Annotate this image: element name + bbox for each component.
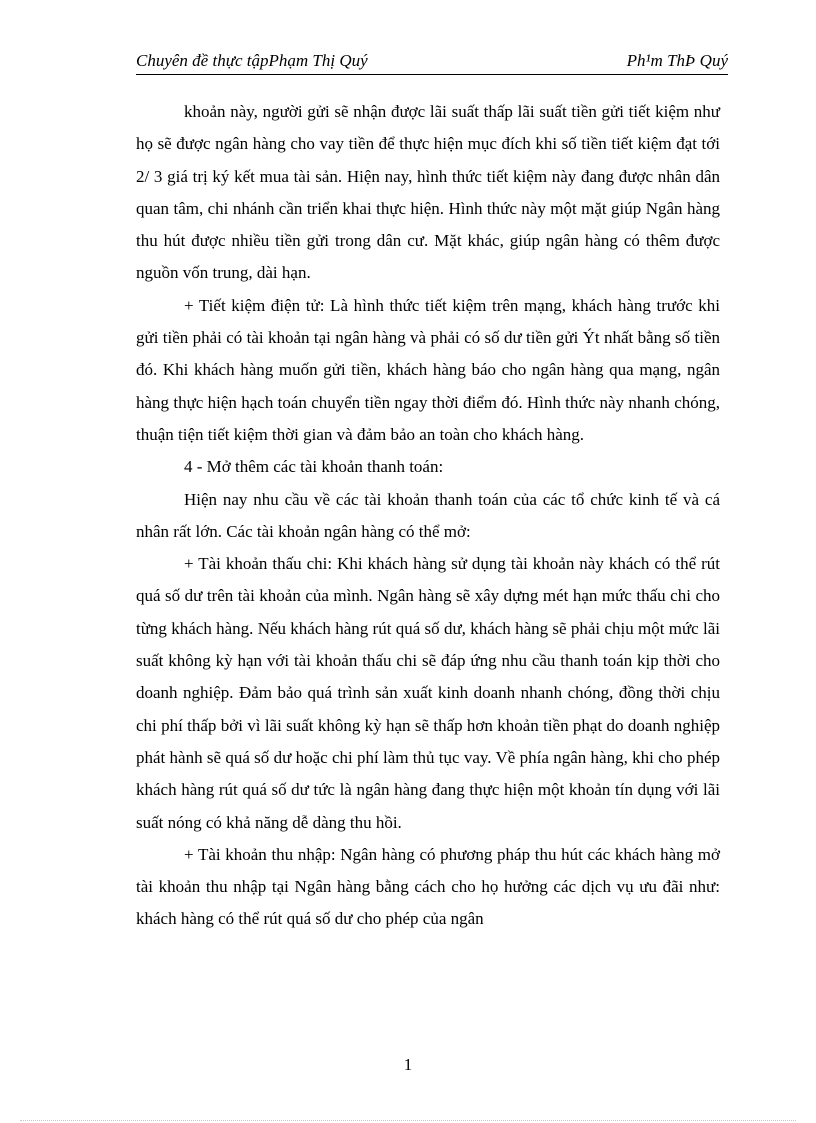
page-bottom-dotted-border: [20, 1120, 796, 1121]
paragraph-electronic-savings: + Tiết kiệm điện tử: Là hình thức tiết kiệm trên mạng, khách hàng trước khi gửi tiền phải có tài khoản tại ngân hàng và phải có số dư tiền gửi Ýt nhất bằng số tiền đó. Khi khách hàng muốn gửi tiền, khách hàng báo cho ngân hàng qua mạng, ngân hàng thực hiện hạch toán chuyển tiền ngay thời điểm đó. Hình thức này nhanh chóng, thuận tiện tiết kiệm thời gian và đảm bảo an toàn cho khách hàng.: [136, 295, 720, 444]
header-title-left: Chuyên đề thực tậpPhạm Thị Quý: [136, 51, 368, 70]
paragraph-income-account: + Tài khoản thu nhập: Ngân hàng có phương pháp thu hút các khách hàng mở tài khoản thu nhập tại Ngân hàng bằng cách cho họ hưởng các dịch vụ ưu đãi như: khách hàng có thể rút quá số dư cho phép của ngân: [136, 844, 720, 929]
page-number: 1: [403, 1055, 413, 1074]
paragraph-payment-accounts-intro: Hiện nay nhu cầu về các tài khoản thanh toán của các tổ chức kinh tế và cá nhân rất lớn. Các tài khoản ngân hàng có thể mở:: [136, 489, 720, 541]
body-text: [136, 96, 720, 936]
paragraph-overdraft-account: + Tài khoản thấu chi: Khi khách hàng sử dụng tài khoản này khách có thể rút quá số dư trên tài khoản của mình. Ngân hàng sẽ xây dựng mét hạn mức thấu chi cho từng khách hàng. Nếu khách hàng rút quá số dư, khách hàng sẽ phải chịu một mức lãi suất không kỳ hạn với tài khoản thấu chi sẽ đáp ứng nhu cầu thanh toán kịp thời cho doanh nghiệp. Đảm bảo quá trình sản xuất kinh doanh nhanh chóng, đồng thời chịu chi phí thấp bởi vì lãi suất không kỳ hạn sẽ thấp hơn khoản tiền phạt do doanh nghiệp phát hành sẽ quá số dư hoặc chi phí làm thủ tục vay. Về phía ngân hàng, khi cho phép khách hàng rút quá số dư tức là ngân hàng đang thực hiện một khoản tín dụng với lãi suất nóng có khả năng dễ dàng thu hồi.: [136, 554, 720, 832]
header-author-right: Ph¹m ThÞ Quý: [626, 51, 728, 70]
section-heading-payment-accounts: 4 - Mở thêm các tài khoản thanh toán:: [184, 457, 444, 477]
header-rule: [136, 74, 728, 75]
paragraph-savings-continuation: khoản này, người gửi sẽ nhận được lãi suất thấp lãi suất tiền gửi tiết kiệm như họ sẽ được ngân hàng cho vay tiền để thực hiện mục đích khi số tiền tiết kiệm đạt tới 2/ 3 giá trị ký kết mua tài sản. Hiện nay, hình thức tiết kiệm này đang được nhân dân quan tâm, chi nhánh cần triển khai thực hiện. Hình thức này một mặt giúp Ngân hàng thu hút được nhiều tiền gửi trong dân cư. Mặt khác, giúp ngân hàng có thêm được nguồn vốn trung, dài hạn.: [136, 102, 720, 283]
page-header: [136, 50, 728, 72]
